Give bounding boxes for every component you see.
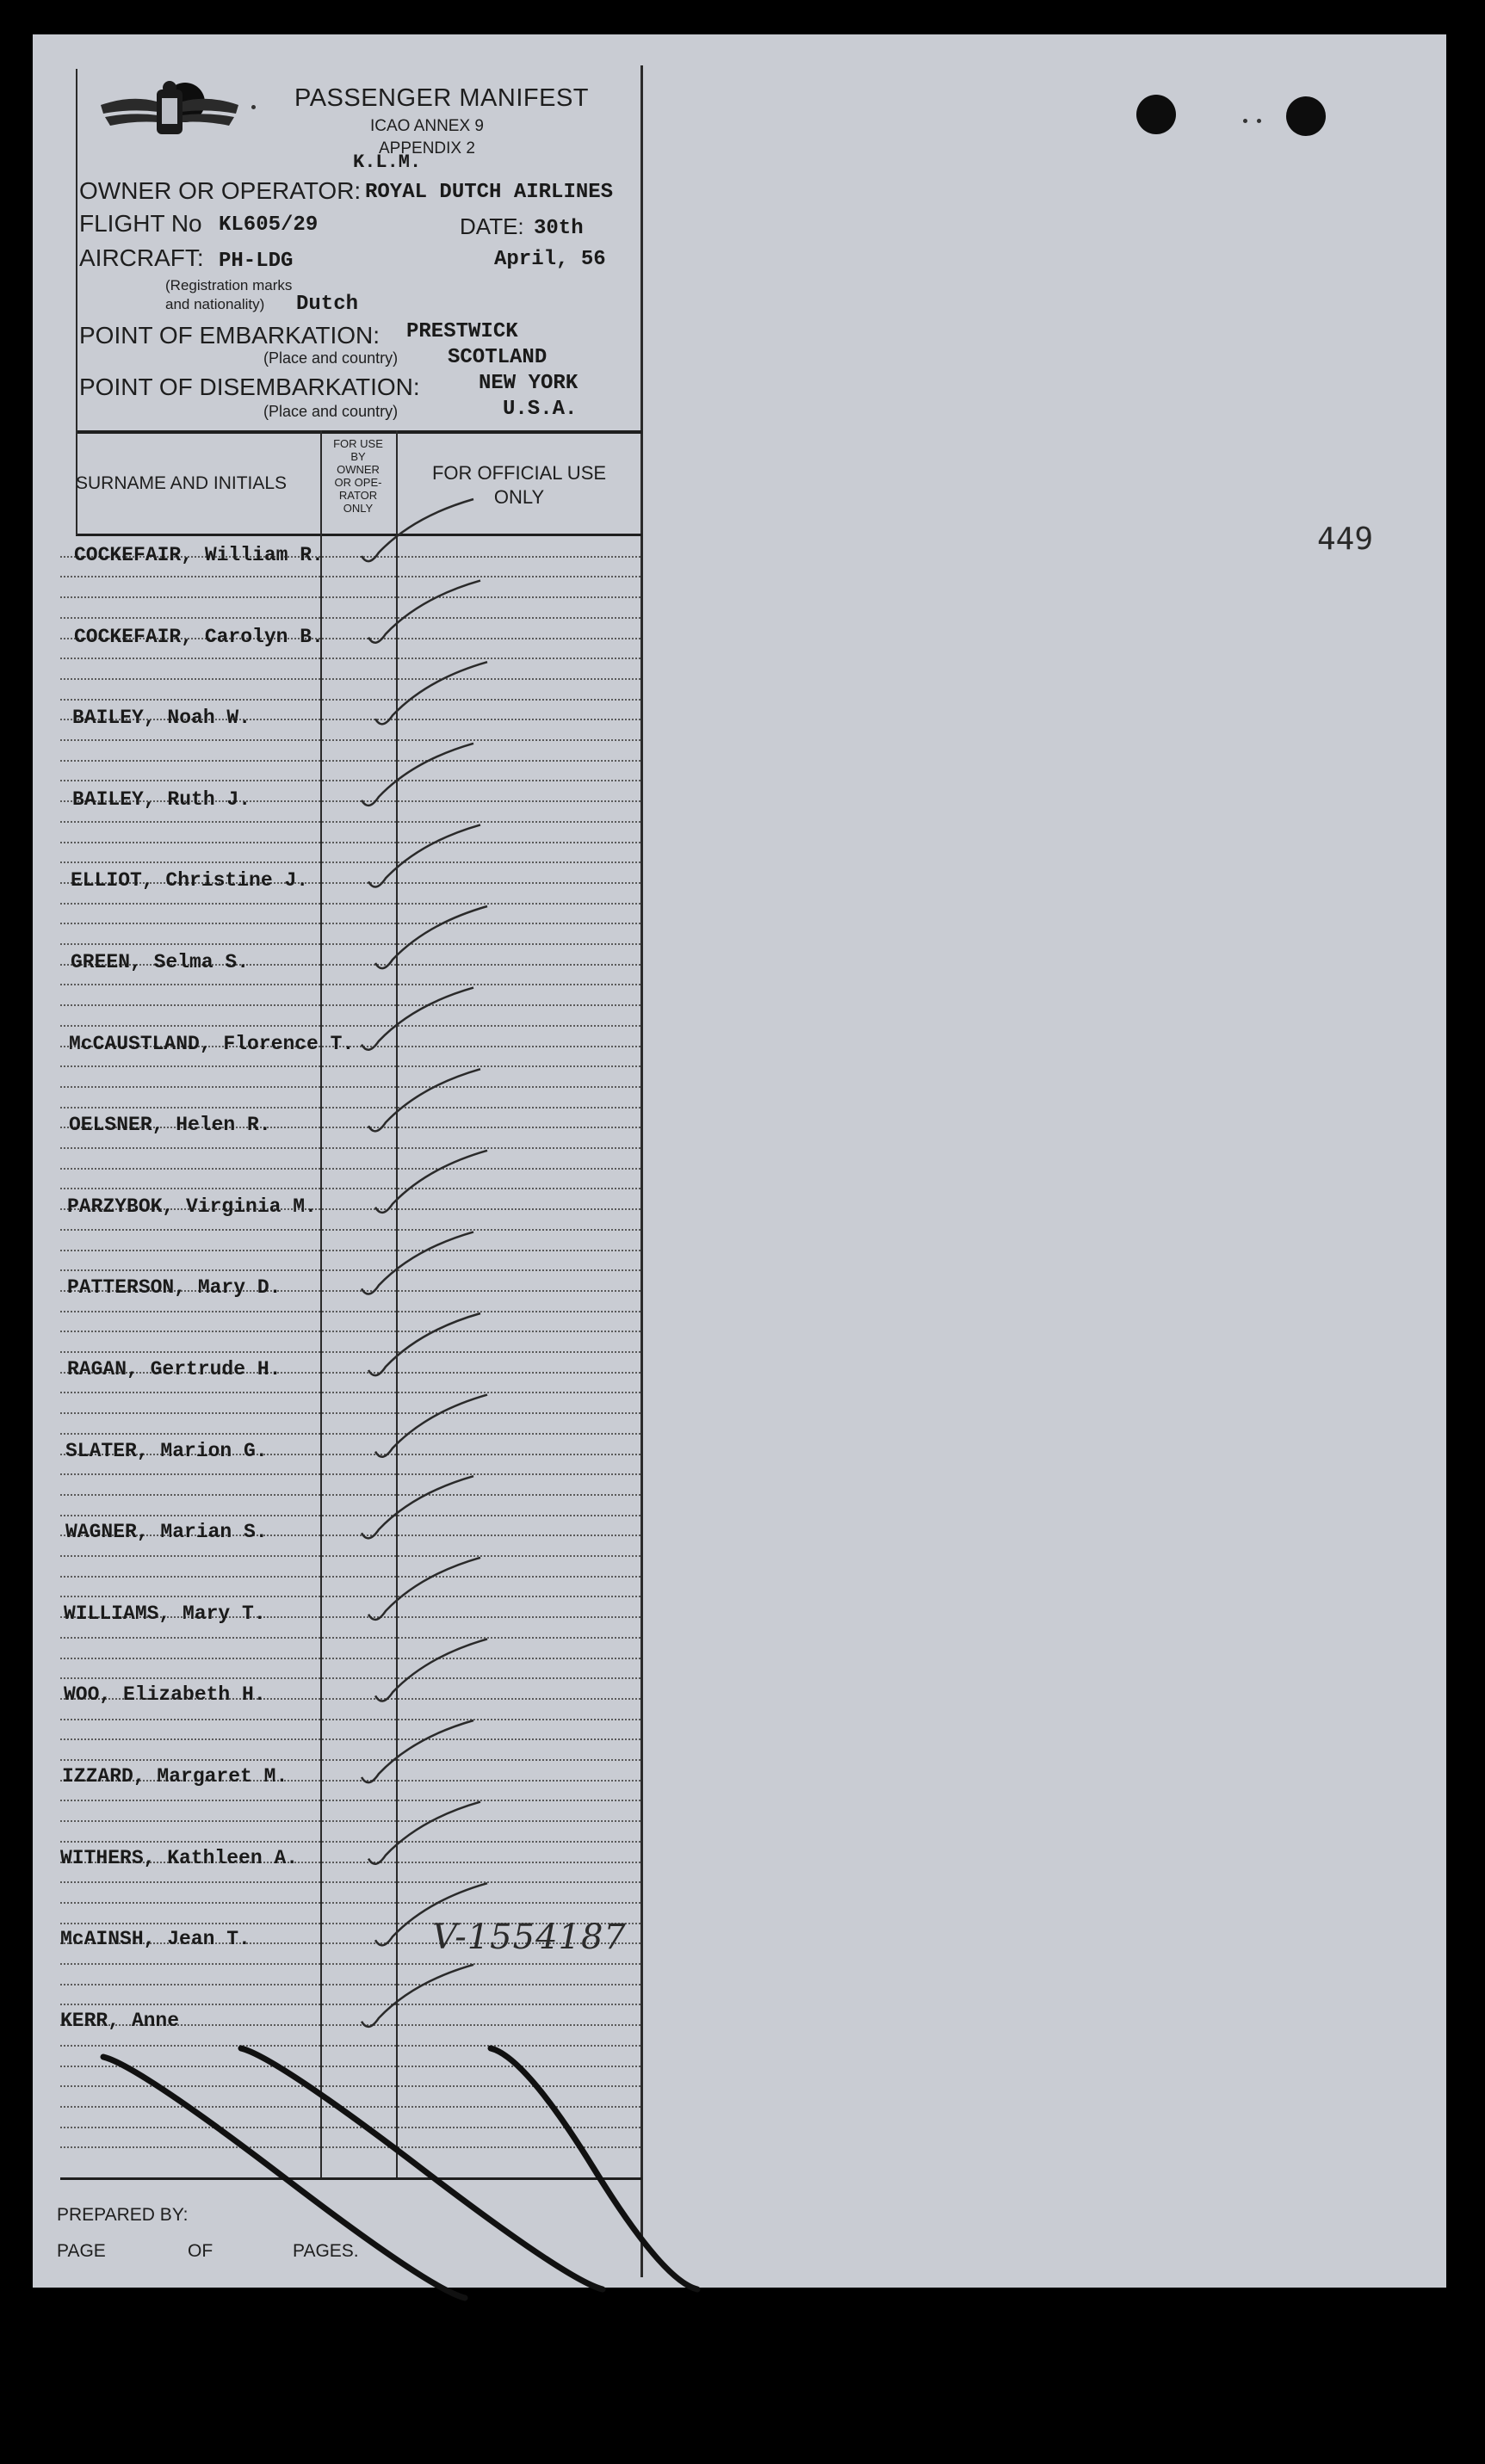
flight-value: KL605/29 — [219, 213, 319, 237]
check-mark — [368, 581, 480, 643]
check-mark — [362, 744, 473, 806]
flight-label: FLIGHT No — [79, 210, 202, 237]
check-mark — [375, 906, 487, 968]
disembarkation-label: POINT OF DISEMBARKATION: — [79, 374, 420, 400]
embarkation-note: (Place and country) — [263, 349, 399, 367]
passenger-name: COCKEFAIR, William R. — [74, 544, 324, 566]
aircraft-value: PH-LDG — [219, 250, 294, 273]
date-value-month-year: April, 56 — [494, 248, 606, 271]
owner-use-line-3: OWNER — [337, 463, 380, 476]
passenger-name: IZZARD, Margaret M. — [62, 1765, 288, 1788]
check-mark — [362, 1232, 473, 1294]
owner-use-line-6: ONLY — [343, 502, 374, 515]
page-number: 449 — [1317, 522, 1374, 557]
cancel-stroke — [103, 2057, 465, 2298]
embarkation-value-country: SCOTLAND — [448, 346, 548, 369]
aircraft-label: AIRCRAFT: — [79, 244, 204, 271]
passenger-name: RAGAN, Gertrude H. — [67, 1358, 282, 1380]
klm-typed: K.L.M. — [353, 151, 422, 173]
footer-of-label: OF — [188, 2241, 213, 2261]
embarkation-label: POINT OF EMBARKATION: — [79, 322, 381, 349]
manifest-subtitle-appendix: APPENDIX 2 — [379, 139, 475, 157]
passenger-name: SLATER, Marion G. — [65, 1439, 268, 1462]
passenger-name: BAILEY, Ruth J. — [72, 787, 251, 811]
check-mark — [368, 1802, 480, 1864]
check-mark — [375, 1883, 487, 1945]
footer-page-label: PAGE — [57, 2241, 106, 2261]
check-mark — [368, 1558, 480, 1620]
footer-pages-label: PAGES. — [293, 2241, 359, 2261]
passenger-name: OELSNER, Helen R. — [69, 1114, 271, 1137]
owner-use-line-5: RATOR — [338, 489, 378, 502]
owner-use-line-2: BY — [350, 450, 366, 463]
registration-note-1: (Registration marks — [165, 277, 293, 293]
passenger-name: McAINSH, Jean T. — [60, 1928, 251, 1951]
check-mark — [362, 988, 473, 1050]
check-mark — [368, 824, 480, 886]
nationality-value: Dutch — [296, 293, 359, 316]
date-value-day: 30th — [534, 217, 584, 240]
check-mark — [375, 662, 487, 724]
check-mark — [362, 1476, 473, 1538]
passenger-name: PARZYBOK, Virginia M. — [67, 1195, 317, 1218]
embarkation-value-place: PRESTWICK — [406, 320, 518, 343]
prepared-by-label: PREPARED BY: — [57, 2205, 189, 2225]
check-mark — [368, 1313, 480, 1375]
manifest-title: PASSENGER MANIFEST — [294, 84, 590, 112]
passenger-name: McCAUSTLAND, Florence T. — [69, 1032, 355, 1055]
disembarkation-value-place: NEW YORK — [479, 372, 579, 395]
passenger-name: PATTERSON, Mary D. — [67, 1276, 282, 1300]
passenger-name: WITHERS, Kathleen A. — [60, 1846, 299, 1869]
disembarkation-value-country: U.S.A. — [503, 398, 578, 421]
manifest-subtitle-annex: ICAO ANNEX 9 — [370, 117, 484, 135]
official-use-line-1: FOR OFFICIAL USE — [431, 462, 607, 484]
registration-note-2: and nationality) — [165, 296, 265, 312]
check-mark — [362, 1720, 473, 1782]
handwritten-visa-number: V-1554187 — [432, 1917, 627, 1957]
owner-use-line-1: FOR USE — [333, 437, 383, 450]
passenger-name: ELLIOT, Christine J. — [71, 869, 309, 892]
passenger-name: WAGNER, Marian S. — [65, 1521, 268, 1544]
check-mark — [362, 499, 473, 561]
check-mark — [375, 1151, 487, 1213]
passenger-name: WILLIAMS, Mary T. — [64, 1602, 266, 1625]
date-label: DATE: — [460, 213, 524, 239]
owner-value: ROYAL DUTCH AIRLINES — [365, 181, 614, 204]
disembarkation-note: (Place and country) — [263, 403, 399, 420]
cancel-stroke — [491, 2048, 697, 2289]
passenger-name: KERR, Anne — [60, 2009, 180, 2032]
cancel-stroke — [241, 2048, 603, 2289]
passenger-name: WOO, Elizabeth H. — [64, 1683, 266, 1707]
passenger-name: BAILEY, Noah W. — [72, 707, 251, 730]
owner-label: OWNER OR OPERATOR: — [79, 177, 362, 204]
passenger-name: COCKEFAIR, Carolyn B. — [74, 625, 324, 648]
check-mark — [362, 1965, 473, 2027]
passenger-name: GREEN, Selma S. — [71, 951, 250, 973]
check-mark — [375, 1395, 487, 1457]
check-mark — [375, 1639, 487, 1701]
official-use-line-2: ONLY — [493, 486, 545, 508]
owner-use-line-4: OR OPE- — [334, 476, 382, 489]
column-surname-header: SURNAME AND INITIALS — [76, 473, 288, 493]
check-mark — [368, 1069, 480, 1131]
